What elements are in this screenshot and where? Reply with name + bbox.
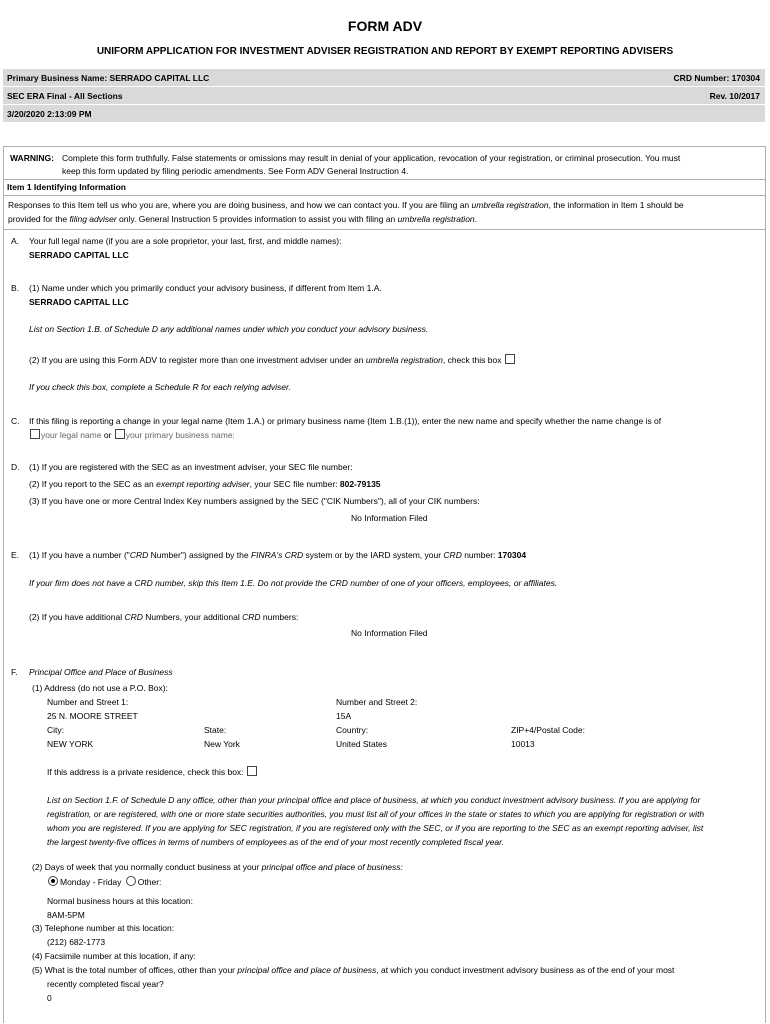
umbrella-registration-checkbox[interactable] (505, 354, 515, 364)
private-residence-checkbox[interactable] (247, 766, 257, 776)
street1-label: Number and Street 1: (47, 697, 129, 707)
business-name-value: SERRADO CAPITAL LLC (29, 297, 129, 307)
legal-name-change-checkbox[interactable] (30, 429, 40, 439)
item-e2-question: (2) If you have additional CRD Numbers, your additional CRD numbers: (29, 612, 299, 622)
additional-crd-value: No Information Filed (351, 628, 428, 638)
item-d-letter: D. (11, 462, 20, 472)
days-options: Monday - Friday Other: (46, 876, 161, 887)
state-value: New York (204, 739, 240, 749)
cik-value: No Information Filed (351, 513, 428, 523)
zip-label: ZIP+4/Postal Code: (511, 725, 585, 735)
hours-value: 8AM-5PM (47, 910, 85, 920)
item-d1-question: (1) If you are registered with the SEC as an investment adviser, your SEC file number: (29, 462, 353, 472)
hours-label: Normal business hours at this location: (47, 896, 193, 906)
primary-business-name: Primary Business Name: SERRADO CAPITAL LLC (7, 73, 210, 83)
item-c-text: If this filing is reporting a change in your legal name (Item 1.A.) or primary business name (Item 1.B.(1)), enter the new name and specify whether the name change is of (29, 416, 662, 426)
offices-question: (5) What is the total number of offices, other than your principal office and place of business, at which you conduct investment advisory business as of the end of your most (32, 965, 675, 975)
filing-type: SEC ERA Final - All Sections (7, 91, 123, 101)
item-b2-question: (2) If you are using this Form ADV to register more than one investment adviser under an umbrella registration, check this box (29, 354, 516, 365)
telephone-question: (3) Telephone number at this location: (32, 923, 175, 933)
private-residence-question: If this address is a private residence, check this box: (47, 766, 258, 777)
state-label: State: (204, 725, 227, 735)
legal-name-value: SERRADO CAPITAL LLC (29, 250, 129, 260)
offices-question-cont: recently completed fiscal year? (47, 979, 164, 989)
item-b2-note: If you check this box, complete a Schedule R for each relying adviser. (29, 382, 291, 392)
item-f-note: List on Section 1.F. of Schedule D any office, other than your principal office and place of business, at which you conduct investment advisory business. If you are applying for registration, or are registered, with one or more state securities authorities, you must list all of your offices in the state or states to which you are applying for registration or with whom you are registered. If you are applying for SEC registration, if you are registered only with the SEC, or if you are reporting to the SEC as an exempt reporting adviser, list the largest twenty-five offices in terms of numbers of employees as of the end of your most recently completed fiscal year. (47, 795, 705, 847)
other-days-radio[interactable] (126, 876, 136, 886)
timestamp-bar (3, 105, 765, 122)
address-question: (1) Address (do not use a P.O. Box): (32, 683, 168, 693)
offices-value: 0 (47, 993, 52, 1003)
item-b-letter: B. (11, 283, 20, 293)
country-value: United States (336, 739, 388, 749)
fax-question: (4) Facsimile number at this location, if any: (32, 951, 196, 961)
business-name-bar (3, 69, 765, 86)
item-f-heading: Principal Office and Place of Business (29, 667, 173, 677)
warning-text-2: keep this form updated by filing periodic amendments. See Form ADV General Instruction 4. (62, 166, 409, 176)
country-label: Country: (336, 725, 369, 735)
filing-type-bar (3, 87, 765, 104)
warning-block (10, 152, 750, 178)
divider (3, 229, 765, 230)
timestamp: 3/20/2020 2:13:09 PM (7, 109, 92, 119)
item-e1-note: If your firm does not have a CRD number, skip this Item 1.E. Do not provide the CRD number of one of your officers, employees, or affiliates. (29, 578, 558, 588)
zip-value: 10013 (511, 739, 535, 749)
item-b1-note: List on Section 1.B. of Schedule D any additional names under which you conduct your advisory business. (29, 324, 429, 334)
item-f-letter: F. (11, 667, 18, 677)
item-a-question: Your full legal name (if you are a sole proprietor, your last, first, and middle names): (29, 236, 342, 246)
form-subtitle: UNIFORM APPLICATION FOR INVESTMENT ADVISER REGISTRATION AND REPORT BY EXEMPT REPORTING ADVISERS (96, 46, 674, 57)
monday-friday-radio[interactable] (48, 876, 58, 886)
item-b1-question: (1) Name under which you primarily conduct your advisory business, if different from Item 1.A. (29, 283, 382, 293)
divider (3, 195, 765, 196)
divider (3, 179, 765, 180)
item-e-letter: E. (11, 550, 20, 560)
item-c-options: your legal name or your primary business name: (29, 429, 235, 440)
warning-label: WARNING: (10, 153, 54, 163)
item1-intro: Responses to this Item tell us who you are, where you are doing business, and how we can contact you. If you are filing an umbrella registration, the information in Item 1 should be provided for the filing adviser only. General Instruction 5 provides information to assist you with filing an umbrella registration. (8, 200, 684, 224)
item-c-letter: C. (11, 416, 20, 426)
sec-file-number: 802-79135 (339, 479, 381, 489)
item-d2-question: (2) If you report to the SEC as an exempt reporting adviser, your SEC file number: 802-79135 (29, 479, 381, 489)
city-value: NEW YORK (47, 739, 94, 749)
telephone-value: (212) 682-1773 (47, 937, 106, 947)
crd-number: CRD Number: 170304 (673, 73, 760, 83)
business-name-change-checkbox[interactable] (115, 429, 125, 439)
item-a-letter: A. (11, 236, 20, 246)
item-e1-question: (1) If you have a number ("CRD Number") assigned by the FINRA's CRD system or by the IARD system, your CRD number: 170304 (29, 550, 527, 560)
revision: Rev. 10/2017 (709, 91, 760, 101)
street2-label: Number and Street 2: (336, 697, 418, 707)
days-question: (2) Days of week that you normally conduct business at your principal office and place of business: (32, 862, 403, 872)
street1-value: 25 N. MOORE STREET (47, 711, 138, 721)
item1-header: Item 1 Identifying Information (7, 182, 127, 192)
city-label: City: (47, 725, 64, 735)
warning-text-1: Complete this form truthfully. False statements or omissions may result in denial of your application, revocation of your registration, or criminal prosecution. You must (62, 153, 681, 163)
street2-value: 15A (336, 711, 352, 721)
item-d3-question: (3) If you have one or more Central Index Key numbers assigned by the SEC ("CIK Numbers"), all of your CIK numbers: (29, 496, 480, 506)
crd-number-value: 170304 (497, 550, 527, 560)
form-title: FORM ADV (347, 18, 423, 34)
